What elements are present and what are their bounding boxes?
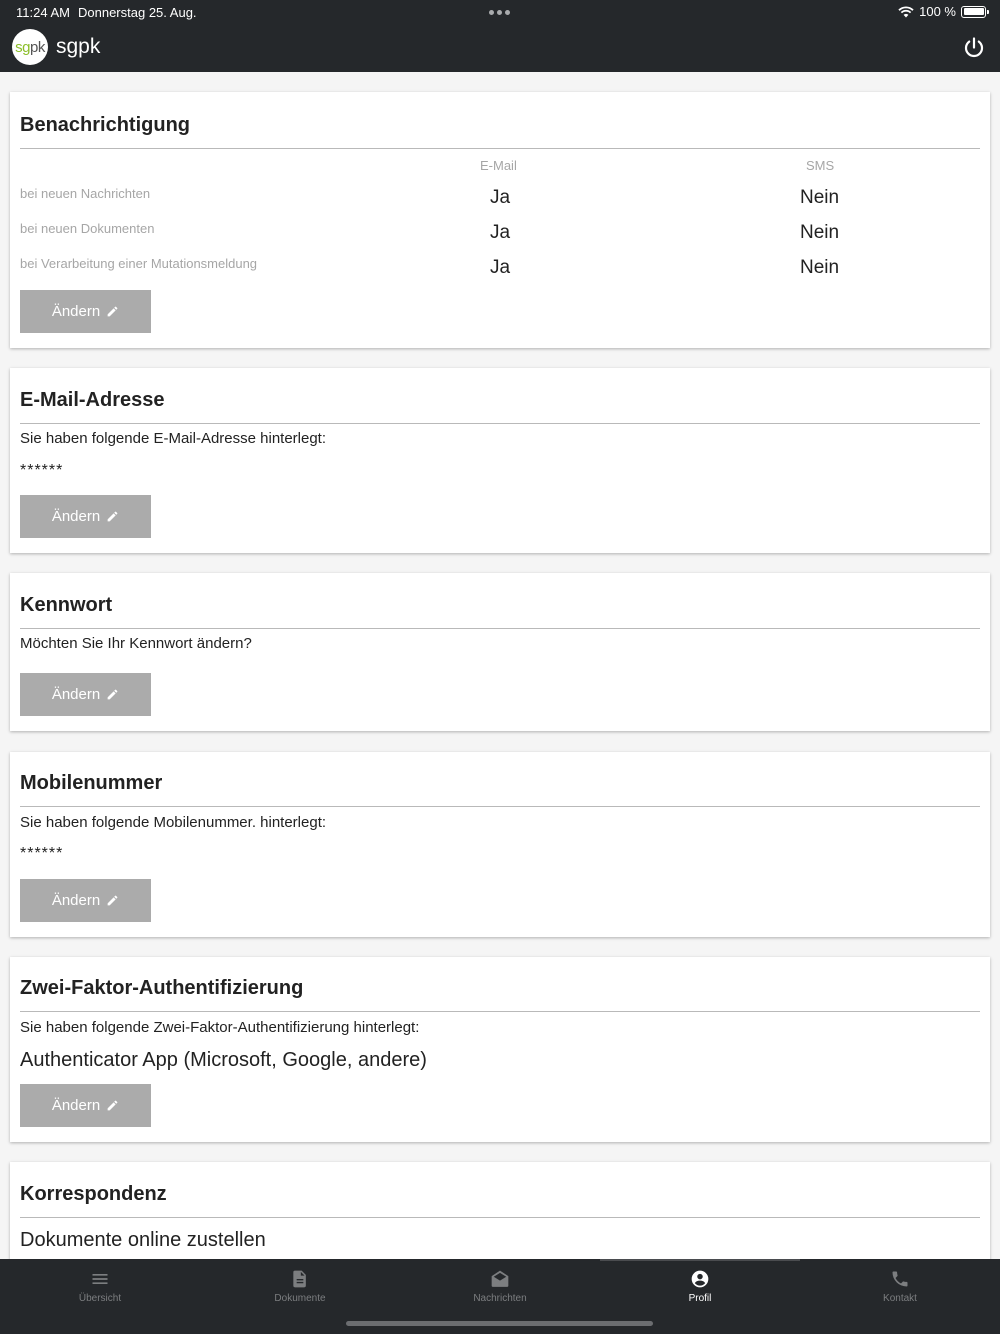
column-sms-header: SMS	[806, 158, 835, 173]
button-label: Ändern	[51, 303, 101, 320]
divider	[20, 1011, 980, 1012]
nav-label: Profil	[688, 1293, 712, 1304]
twofactor-card	[10, 957, 990, 1142]
mobile-card	[10, 752, 990, 937]
mobile-value: ******	[20, 845, 64, 862]
nav-label: Nachrichten	[473, 1293, 527, 1304]
password-card	[10, 573, 990, 731]
pencil-icon	[106, 510, 119, 523]
email-title: E-Mail-Adresse	[20, 389, 165, 411]
divider	[20, 423, 980, 424]
change-password-button[interactable]	[20, 673, 151, 716]
notification-title: Benachrichtigung	[20, 114, 191, 136]
power-icon[interactable]	[962, 36, 986, 60]
nav-item-messages[interactable]	[400, 1269, 600, 1304]
nav-item-documents[interactable]	[200, 1269, 400, 1304]
change-twofactor-button[interactable]	[20, 1084, 151, 1127]
nav-label: Dokumente	[274, 1293, 326, 1304]
row-label-documents: bei neuen Dokumenten	[20, 221, 155, 236]
status-indicators	[898, 4, 986, 19]
nav-label: Übersicht	[78, 1293, 122, 1304]
menu-icon	[90, 1269, 110, 1289]
button-label: Ändern	[51, 508, 101, 525]
nav-label: Kontakt	[883, 1293, 917, 1304]
pencil-icon	[106, 1099, 119, 1112]
row-sms-messages: Nein	[800, 187, 840, 208]
phone-icon	[890, 1269, 910, 1289]
bottom-nav	[0, 1259, 1000, 1334]
button-label: Ändern	[51, 686, 101, 703]
user-icon	[690, 1269, 710, 1289]
document-icon	[290, 1269, 310, 1289]
change-notification-button[interactable]	[20, 290, 151, 333]
button-label: Ändern	[51, 1097, 101, 1114]
row-sms-documents: Nein	[800, 222, 840, 243]
battery-icon	[961, 6, 986, 18]
row-email-messages: Ja	[490, 187, 511, 208]
email-value: ******	[20, 462, 64, 479]
pencil-icon	[106, 688, 119, 701]
multitasking-dots-icon[interactable]	[489, 10, 510, 15]
change-mobile-button[interactable]	[20, 879, 151, 922]
mobile-description: Sie haben folgende Mobilenummer. hinterlegt:	[20, 814, 327, 831]
mobile-title: Mobilenummer	[20, 772, 163, 794]
password-description: Möchten Sie Ihr Kennwort ändern?	[20, 635, 252, 652]
pencil-icon	[106, 894, 119, 907]
status-time: 11:24 AM	[16, 5, 70, 20]
nav-item-profile[interactable]	[600, 1269, 800, 1304]
twofactor-description: Sie haben folgende Zwei-Faktor-Authentifizierung hinterlegt:	[20, 1019, 420, 1036]
app-title: sgpk	[56, 35, 101, 58]
divider	[20, 1217, 980, 1218]
logo-text-pk: pk	[30, 38, 45, 56]
row-email-documents: Ja	[490, 222, 511, 243]
email-card	[10, 368, 990, 553]
logo-text-sg: sg	[15, 38, 30, 56]
divider	[20, 806, 980, 807]
divider	[20, 148, 980, 149]
wifi-icon	[898, 6, 914, 18]
nav-item-overview[interactable]	[0, 1269, 200, 1304]
nav-item-contact[interactable]	[800, 1269, 1000, 1304]
password-title: Kennwort	[20, 594, 113, 616]
twofactor-value: Authenticator App (Microsoft, Google, andere)	[20, 1049, 427, 1071]
battery-percent: 100 %	[919, 4, 956, 19]
twofactor-title: Zwei-Faktor-Authentifizierung	[20, 977, 304, 999]
correspondence-title: Korrespondenz	[20, 1183, 167, 1205]
pencil-icon	[106, 305, 119, 318]
top-bar	[0, 0, 1000, 72]
envelope-icon	[490, 1269, 510, 1289]
button-label: Ändern	[51, 892, 101, 909]
row-sms-mutation: Nein	[800, 257, 840, 278]
logo	[12, 29, 48, 65]
row-email-mutation: Ja	[490, 257, 511, 278]
status-date: Donnerstag 25. Aug.	[78, 5, 197, 20]
home-indicator[interactable]	[346, 1321, 653, 1326]
column-email-header: E-Mail	[480, 158, 517, 173]
active-tab-indicator	[600, 1259, 800, 1261]
divider	[20, 628, 980, 629]
email-description: Sie haben folgende E-Mail-Adresse hinterlegt:	[20, 430, 327, 447]
correspondence-value: Dokumente online zustellen	[20, 1229, 266, 1251]
row-label-messages: bei neuen Nachrichten	[20, 186, 151, 201]
notification-card	[10, 92, 990, 348]
row-label-mutation: bei Verarbeitung einer Mutationsmeldung	[20, 256, 258, 271]
change-email-button[interactable]	[20, 495, 151, 538]
